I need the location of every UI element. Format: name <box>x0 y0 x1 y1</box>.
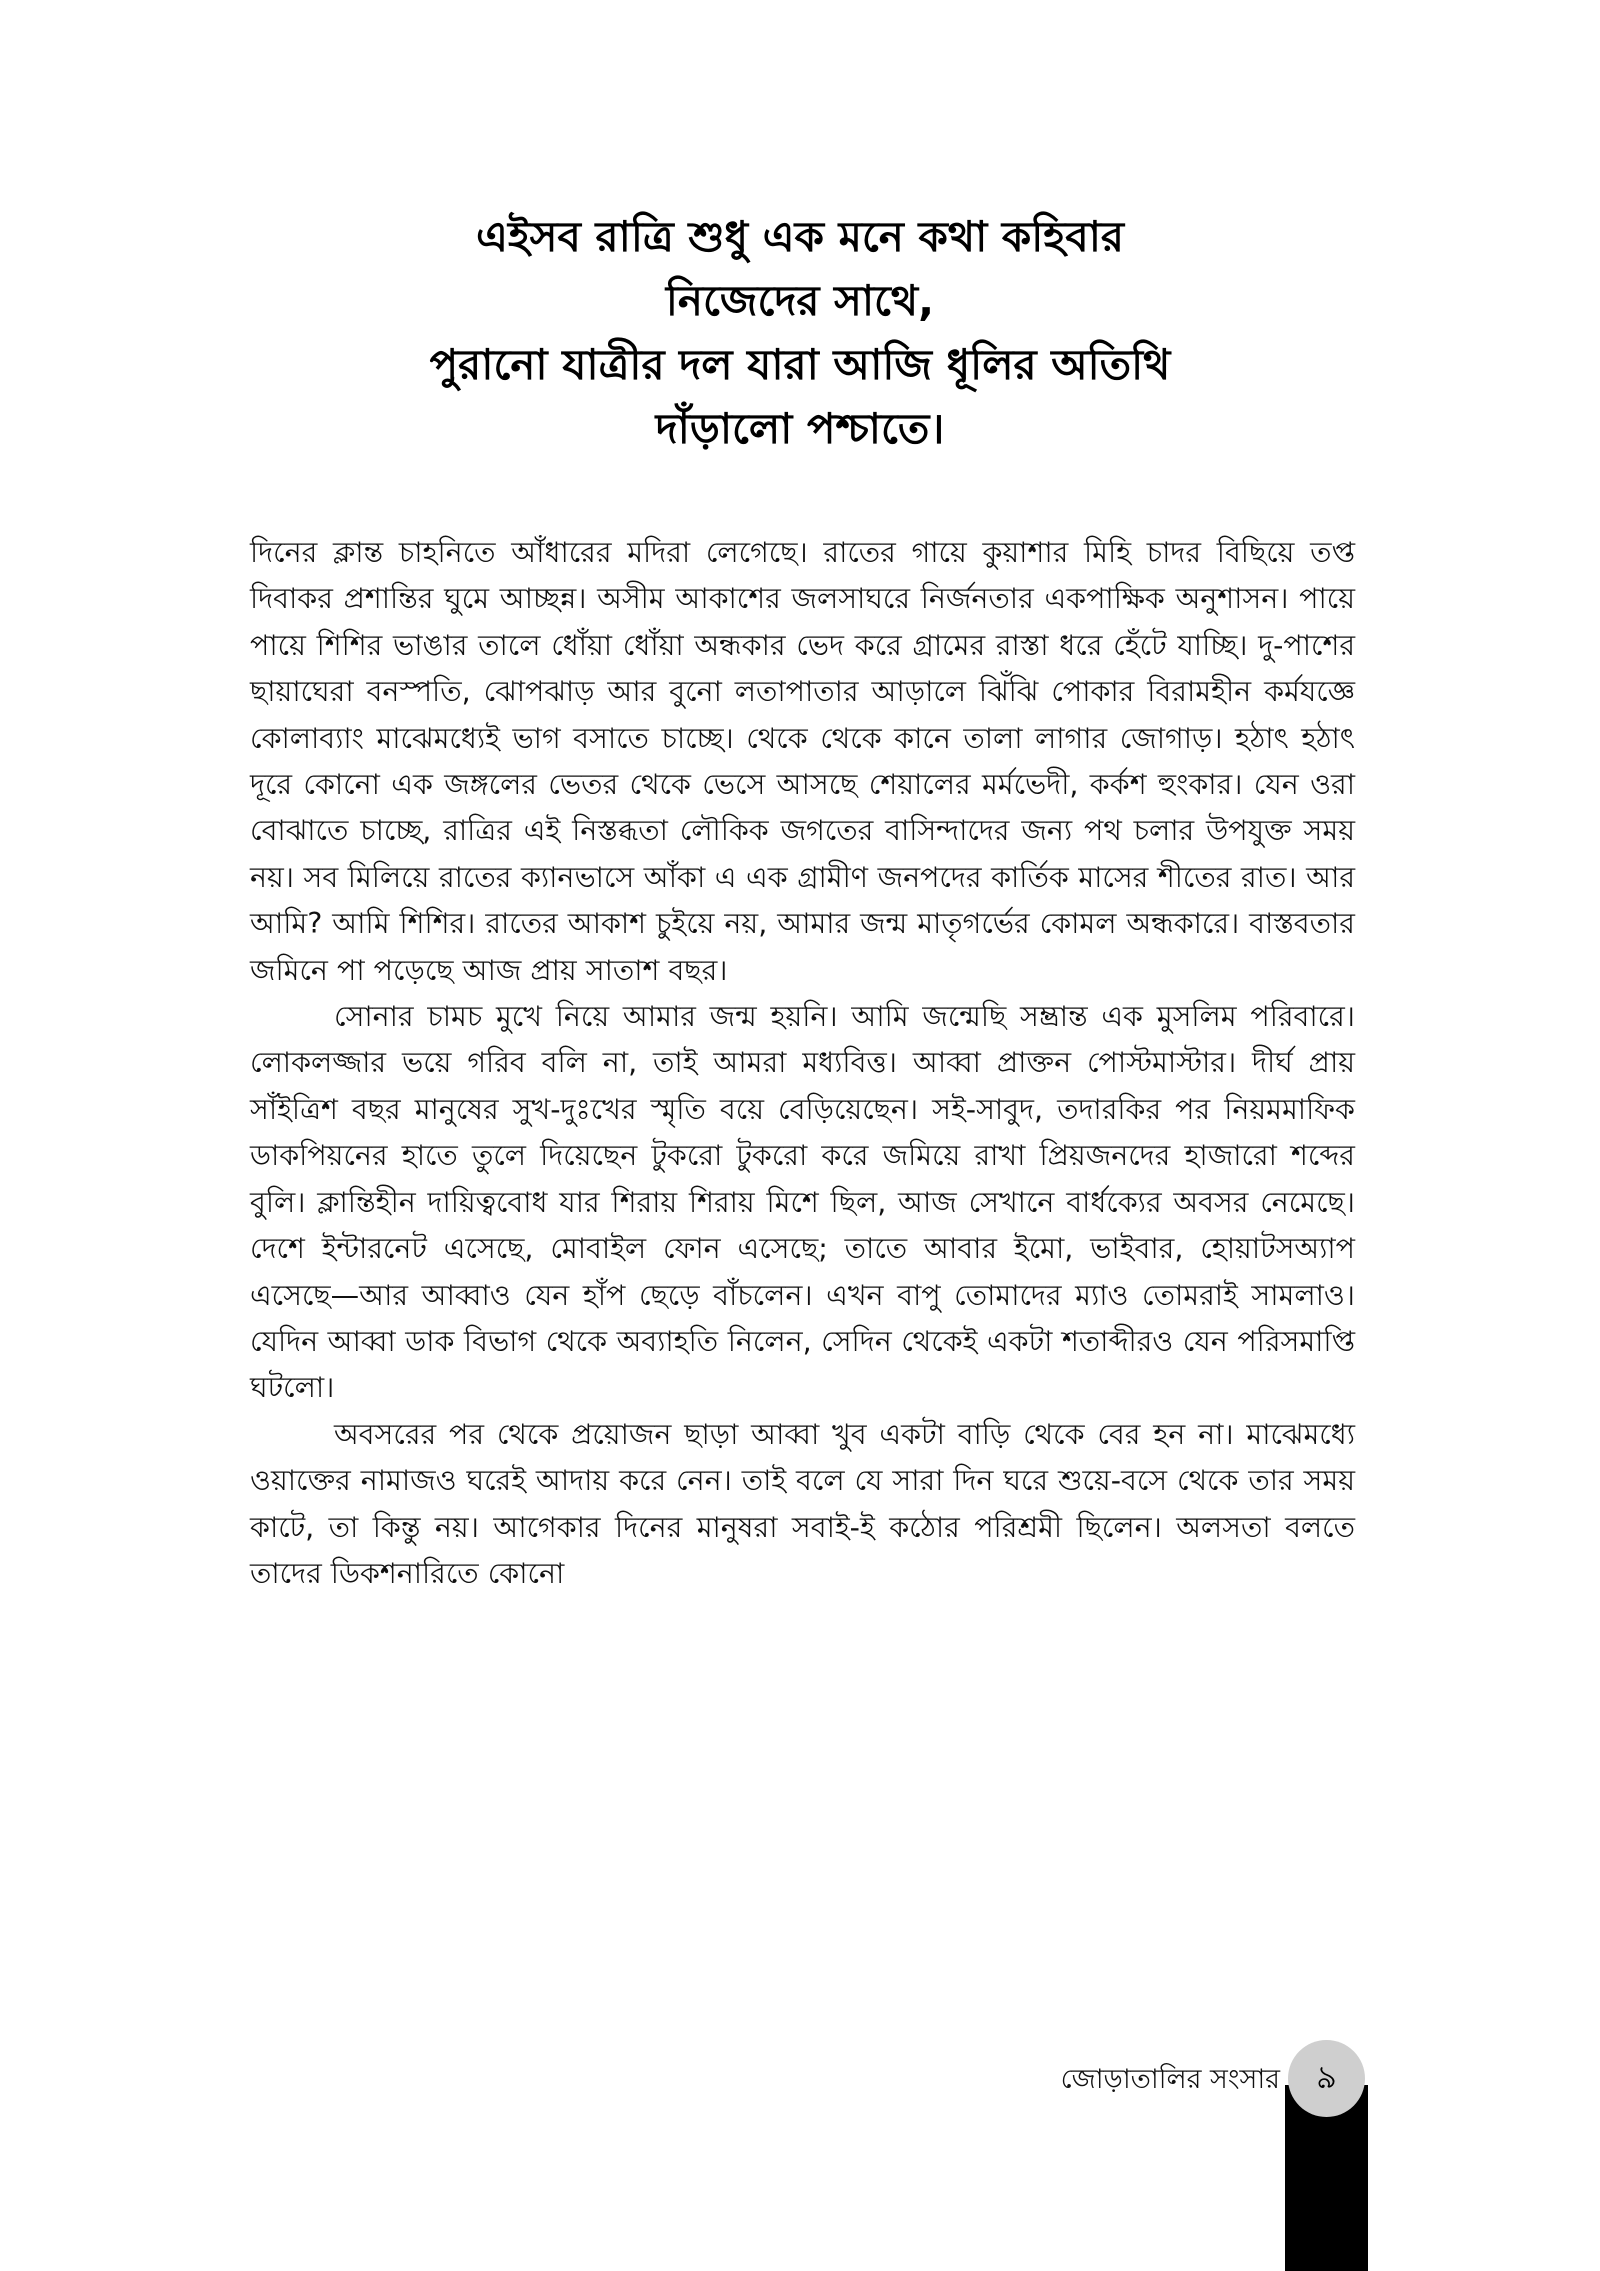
epigraph-line-4: দাঁড়ালো পশ্চাতে। <box>655 404 945 453</box>
epigraph-poem <box>250 205 1350 461</box>
paragraph-3: অবসরের পর থেকে প্রয়োজন ছাড়া আব্বা খুব একটা বাড়ি থেকে বের হন না। মাঝেমধ্যে ওয়াক্তের নামাজও ঘরেই আদায় করে নেন। তাই বলে যে সারা দিন ঘরে শুয়ে-বসে থেকে তার সময় কাটে, তা কিন্তু নয়। আগেকার দিনের মানুষরা সবাই-ই কঠোর পরিশ্রমী ছিলেন। অলসতা বলতে তাদের ডিকশনারিতে কোনো <box>250 1417 1355 1590</box>
body-text <box>250 530 1355 1597</box>
epigraph-line-1: এইসব রাত্রি শুধু এক মনে কথা কহিবার <box>476 212 1124 261</box>
running-footer-title: জোড়াতালির সংসার <box>1060 2064 1280 2095</box>
page-number-badge <box>1288 2040 1365 2117</box>
epigraph-line-3: পুরানো যাত্রীর দল যারা আজি ধূলির অতিথি <box>429 340 1171 389</box>
paragraph-1: দিনের ক্লান্ত চাহনিতে আঁধারের মদিরা লেগেছে। রাতের গায়ে কুয়াশার মিহি চাদর বিছিয়ে তপ্ত দিবাকর প্রশান্তির ঘুমে আচ্ছন্ন। অসীম আকাশের জলসাঘরে নির্জনতার একপাক্ষিক অনুশাসন। পায়ে পায়ে শিশির ভাঙার তালে ধোঁয়া ধোঁয়া অন্ধকার ভেদ করে গ্রামের রাস্তা ধরে হেঁটে যাচ্ছি। দু-পাশের ছায়াঘেরা বনস্পতি, ঝোপঝাড় আর বুনো লতাপাতার আড়ালে ঝিঁঝি পোকার বিরামহীন কর্মযজ্ঞে কোলাব্যাং মাঝেমধ্যেই ভাগ বসাতে চাচ্ছে। থেকে থেকে কানে তালা লাগার জোগাড়। হঠাৎ হঠাৎ দূরে কোনো এক জঙ্গলের ভেতর থেকে ভেসে আসছে শেয়ালের মর্মভেদী, কর্কশ হুংকার। যেন ওরা বোঝাতে চাচ্ছে, রাত্রির এই নিস্তব্ধতা লৌকিক জগতের বাসিন্দাদের জন্য পথ চলার উপযুক্ত সময় নয়। সব মিলিয়ে রাতের ক্যানভাসে আঁকা এ এক গ্রামীণ জনপদের কার্তিক মাসের শীতের রাত। আর আমি? আমি শিশির। রাতের আকাশ চুইয়ে নয়, আমার জন্ম মাতৃগর্ভের কোমল অন্ধকারে। বাস্তবতার জমিনে পা পড়েছে আজ প্রায় সাতাশ বছর। <box>250 536 1355 987</box>
paragraph-2: সোনার চামচ মুখে নিয়ে আমার জন্ম হয়নি। আমি জন্মেছি সম্ভ্রান্ত এক মুসলিম পরিবারে। লোকলজ্জার ভয়ে গরিব বলি না, তাই আমরা মধ্যবিত্ত। আব্বা প্রাক্তন পোস্টমাস্টার। দীর্ঘ প্রায় সাঁইত্রিশ বছর মানুষের সুখ-দুঃখের স্মৃতি বয়ে বেড়িয়েছেন। সই-সাবুদ, তদারকির পর নিয়মমাফিক ডাকপিয়নের হাতে তুলে দিয়েছেন টুকরো টুকরো করে জমিয়ে রাখা প্রিয়জনদের হাজারো শব্দের বুলি। ক্লান্তিহীন দায়িত্ববোধ যার শিরায় শিরায় মিশে ছিল, আজ সেখানে বার্ধক্যের অবসর নেমেছে। দেশে ইন্টারনেট এসেছে, মোবাইল ফোন এসেছে; তাতে আবার ইমো, ভাইবার, হোয়াটসঅ্যাপ এসেছে—আর আব্বাও যেন হাঁপ ছেড়ে বাঁচলেন। এখন বাপু তোমাদের ম্যাও তোমরাই সামলাও। যেদিন আব্বা ডাক বিভাগ থেকে অব্যাহতি নিলেন, সেদিন থেকেই একটা শতাব্দীরও যেন পরিসমাপ্তি ঘটলো। <box>250 1000 1355 1405</box>
page-number: ৯ <box>1316 2057 1337 2096</box>
epigraph-line-2: নিজেদের সাথে, <box>665 276 935 325</box>
